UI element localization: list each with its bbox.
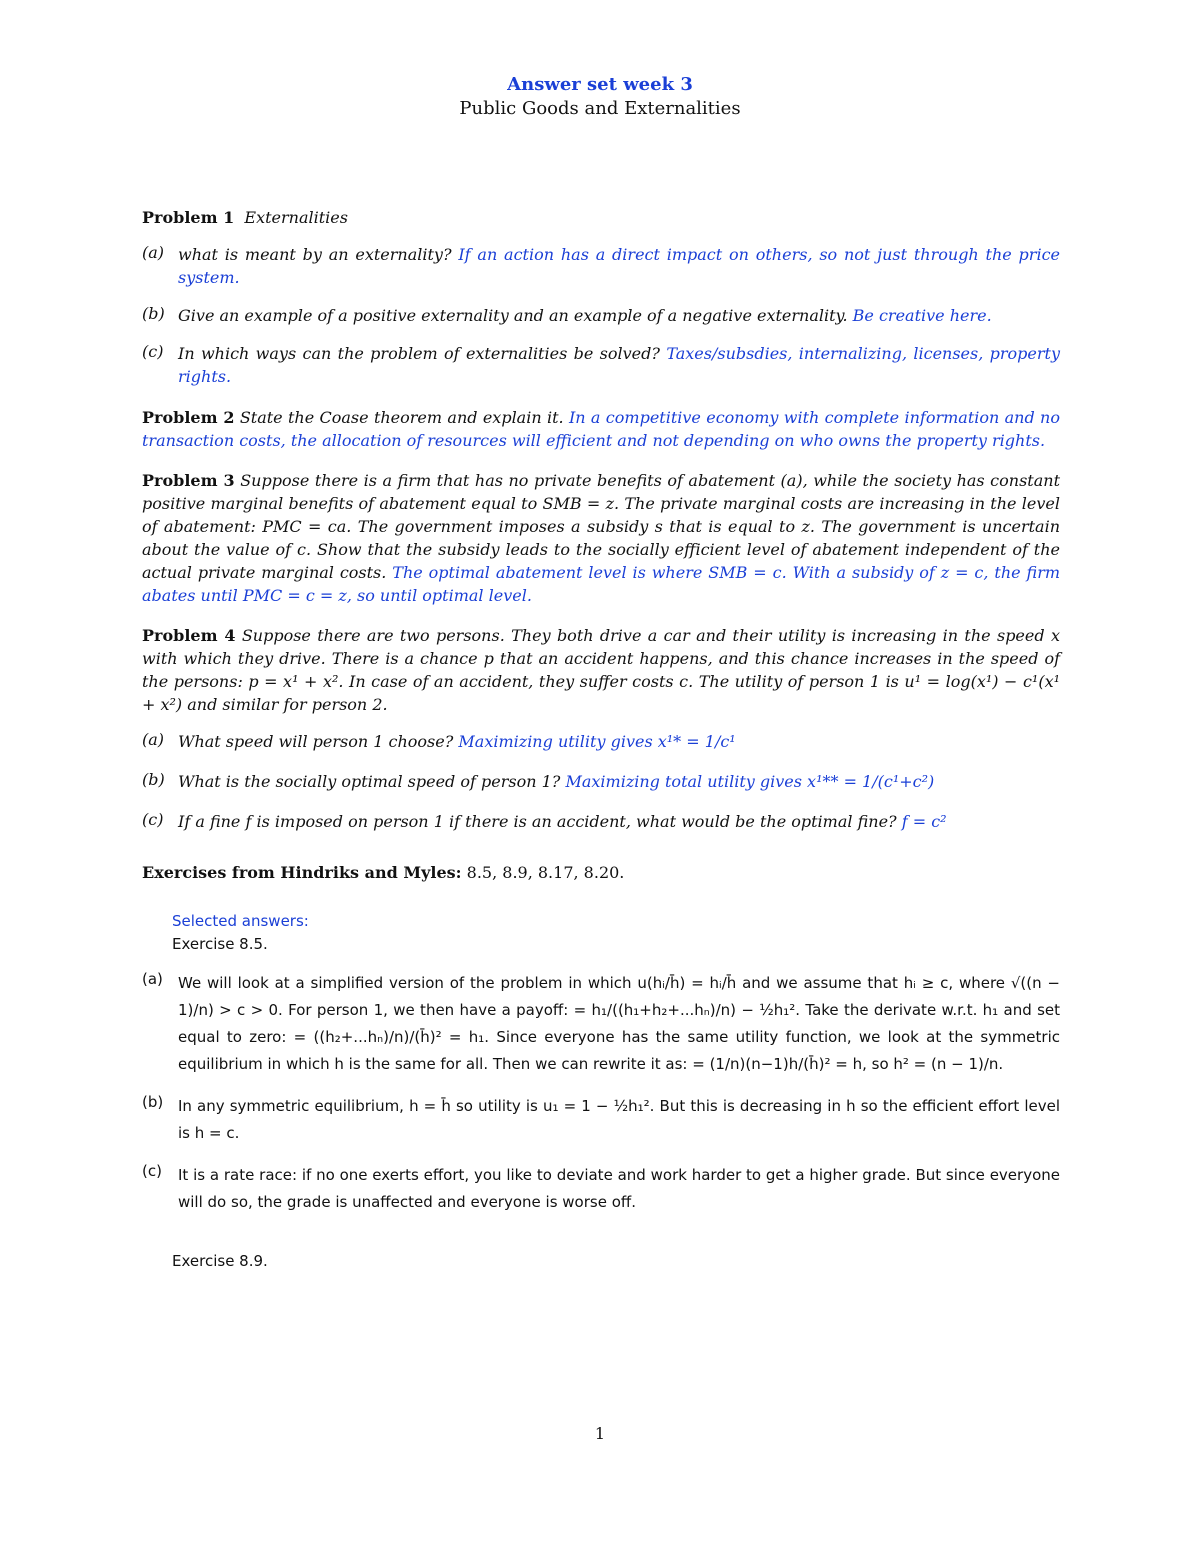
exercises-heading bbox=[142, 861, 1060, 884]
problem-4a bbox=[142, 730, 1060, 753]
item-label: (c) bbox=[142, 810, 164, 829]
question-text: what is meant by an externality? bbox=[178, 245, 452, 264]
problem-2 bbox=[142, 406, 1060, 452]
item-label: (a) bbox=[142, 730, 165, 749]
document-title: Answer set week 3 bbox=[507, 74, 693, 95]
problem-1-heading bbox=[142, 206, 1060, 229]
question-text: If a fine f is imposed on person 1 if there is an accident, what would be the optimal fine? bbox=[178, 812, 897, 831]
selected-answers-label: Selected answers: bbox=[172, 912, 309, 930]
exercise-8-5-a bbox=[142, 970, 1060, 1078]
problem-1c bbox=[142, 342, 1060, 388]
problem-label: Problem 2 bbox=[142, 408, 235, 427]
problem-1b bbox=[142, 304, 1060, 327]
problem-4b bbox=[142, 770, 1060, 793]
exercise-8-9-label: Exercise 8.9. bbox=[172, 1252, 268, 1270]
question-text: What is the socially optimal speed of person 1? bbox=[178, 772, 561, 791]
answer-text: In any symmetric equilibrium, h = h̄ so utility is u₁ = 1 − ½h₁². But this is decreasing in h so the efficient effort level is h = c. bbox=[178, 1097, 1060, 1142]
item-label: (b) bbox=[142, 1093, 164, 1111]
answer-text: Be creative here. bbox=[852, 306, 992, 325]
problem-1a bbox=[142, 243, 1060, 289]
item-label: (a) bbox=[142, 243, 165, 262]
exercise-8-5-label: Exercise 8.5. bbox=[172, 935, 268, 953]
problem-label: Problem 1 bbox=[142, 208, 235, 227]
problem-topic: Externalities bbox=[244, 208, 348, 227]
problem-4c bbox=[142, 810, 1060, 833]
question-text: In which ways can the problem of externalities be solved? bbox=[178, 344, 660, 363]
answer-text: Maximizing utility gives x¹* = 1/c¹ bbox=[458, 732, 736, 751]
document-body bbox=[142, 206, 1060, 1273]
question-text: What speed will person 1 choose? bbox=[178, 732, 454, 751]
answer-text: We will look at a simplified version of the problem in which u(hᵢ/h̄) = hᵢ/h̄ and we assume that hᵢ ≥ c, where √((n − 1)/n) > c > 0. For person 1, we then have a payoff: = h₁/((h₁+h₂+...hₙ)/n) − ½h₁². Take the derivate w.r.t. h₁ and set equal to zero: = ((h₂+...hₙ)/n)/(h̄)² = h₁. Since everyone has the same utility function, we look at the symmetric equilibrium in which h is the same for all. Then we can rewrite it as: = (1/n)(n−1)h/(h̄)² = h, so h² = (n − 1)/n. bbox=[178, 974, 1060, 1073]
answer-text: In a competitive economy with complete information and no transaction costs, the allocation of resources will efficient and not depending on who owns the property rights. bbox=[142, 408, 1060, 450]
exercises-list: 8.5, 8.9, 8.17, 8.20. bbox=[466, 863, 625, 882]
item-label: (b) bbox=[142, 770, 165, 789]
question-text: Suppose there are two persons. They both drive a car and their utility is increasing in the speed x with which they drive. There is a chance p that an accident happens, and this chance increases in the speed of the persons: p = x¹ + x². In case of an accident, they suffer costs c. The utility of person 1 is u¹ = log(x¹) − c¹(x¹ + x²) and similar for person 2. bbox=[142, 626, 1061, 714]
answer-text: If an action has a direct impact on others, so not just through the price system. bbox=[178, 245, 1060, 287]
exercise-8-5-b bbox=[142, 1093, 1060, 1147]
answer-text: f = c² bbox=[901, 812, 947, 831]
question-text: Suppose there is a firm that has no private benefits of abatement (a), while the society has constant positive marginal benefits of abatement equal to SMB = z. The private marginal costs are increasing in the level of abatement: PMC = ca. The government imposes a subsidy s that is equal to z. The government is uncertain about the value of c. Show that the subsidy leads to the socially efficient level of abatement independent of the actual private marginal costs. bbox=[142, 471, 1060, 582]
answer-text: Maximizing total utility gives x¹** = 1/(c¹+c²) bbox=[565, 772, 935, 791]
question-text: State the Coase theorem and explain it. bbox=[239, 408, 564, 427]
page-number: 1 bbox=[594, 1424, 606, 1443]
answer-text: Taxes/subsdies, internalizing, licenses, property rights. bbox=[178, 344, 1061, 386]
exercises-title: Exercises from Hindriks and Myles: bbox=[142, 863, 462, 882]
item-label: (b) bbox=[142, 304, 165, 323]
exercise-8-5-c bbox=[142, 1162, 1060, 1216]
document-subtitle: Public Goods and Externalities bbox=[459, 98, 741, 119]
problem-label: Problem 4 bbox=[142, 626, 236, 645]
problem-3 bbox=[142, 469, 1060, 607]
answer-text: It is a rate race: if no one exerts effort, you like to deviate and work harder to get a higher grade. But since everyone will do so, the grade is unaffected and everyone is worse off. bbox=[178, 1166, 1060, 1211]
answer-text: The optimal abatement level is where SMB = c. With a subsidy of z = c, the firm abates until PMC = c = z, so until optimal level. bbox=[142, 563, 1061, 605]
item-label: (a) bbox=[142, 970, 163, 988]
item-label: (c) bbox=[142, 342, 164, 361]
problem-label: Problem 3 bbox=[142, 471, 235, 490]
item-label: (c) bbox=[142, 1162, 162, 1180]
selected-answers bbox=[172, 910, 1060, 956]
question-text: Give an example of a positive externality and an example of a negative externality. bbox=[178, 306, 848, 325]
problem-4 bbox=[142, 624, 1060, 716]
